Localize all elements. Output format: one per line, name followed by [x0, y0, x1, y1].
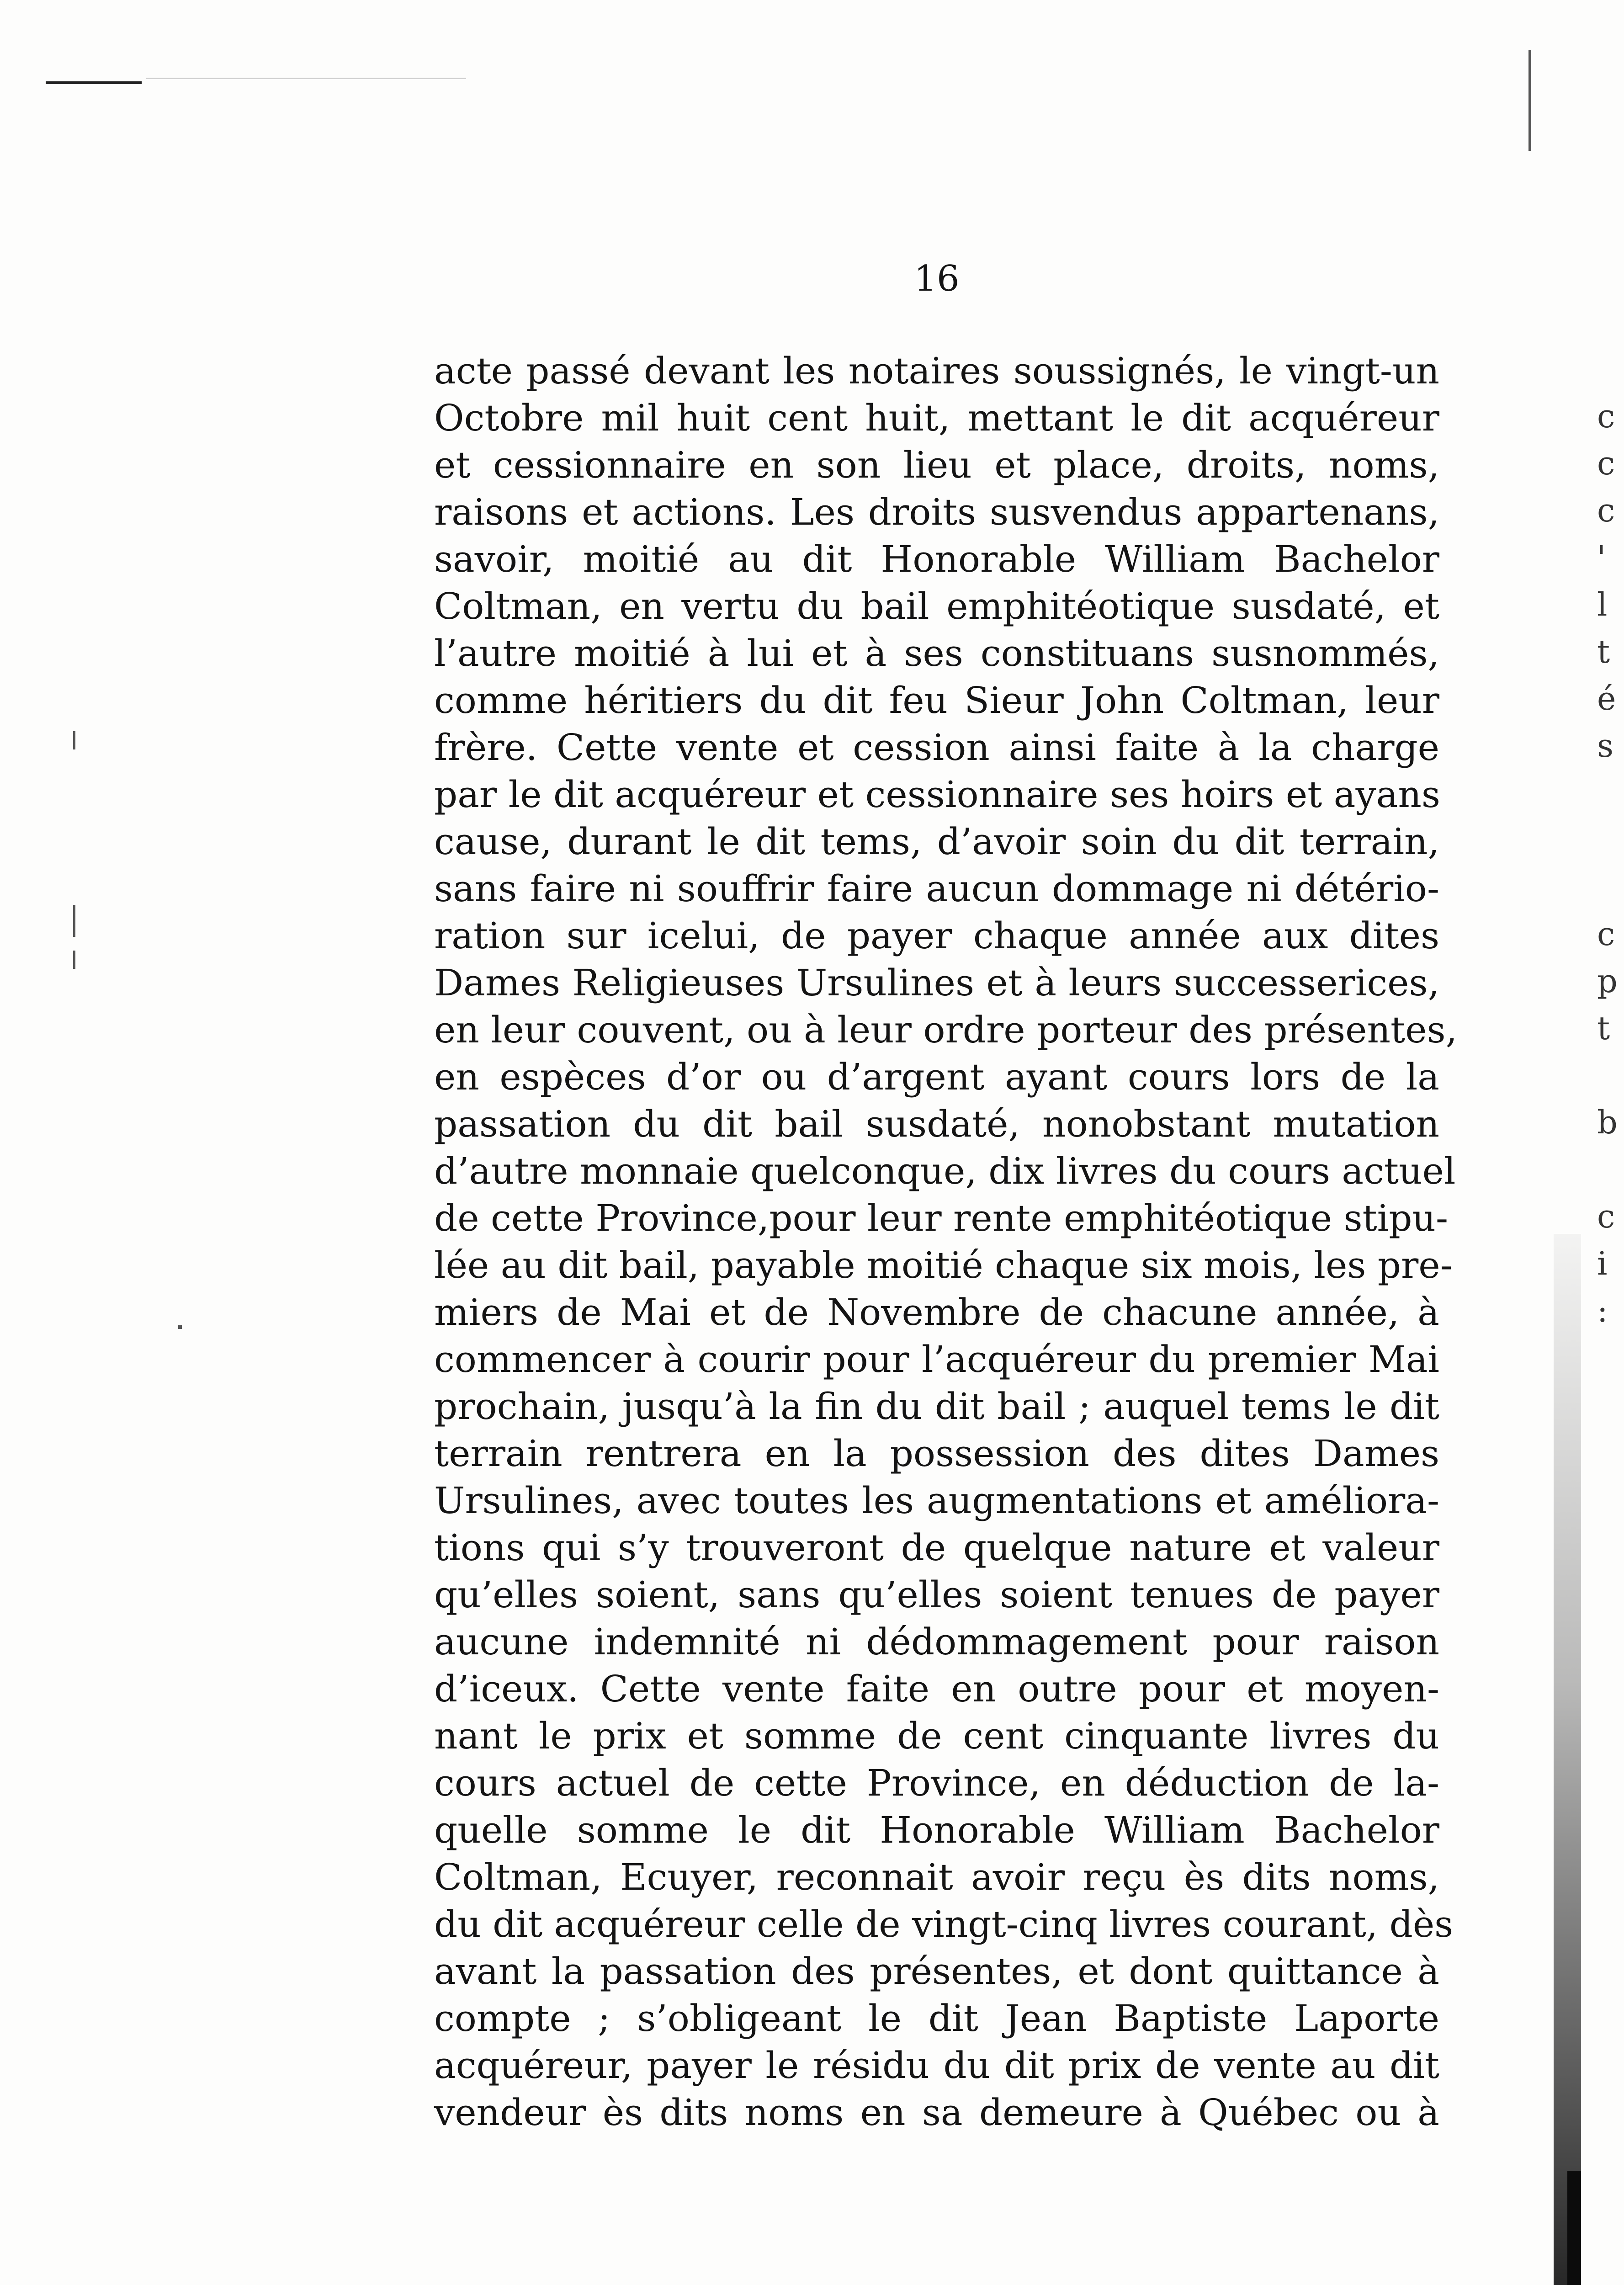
scan-speck	[73, 731, 75, 749]
margin-glyph: :	[1597, 1292, 1608, 1329]
margin-glyph: c	[1597, 445, 1615, 482]
text-line: quelle somme le dit Honorable William Bachelor	[434, 1809, 1439, 1851]
text-line: en leur couvent, ou à leur ordre porteur des présentes,	[434, 1009, 1458, 1051]
text-line: aucune indemnité ni dédommagement pour raison	[434, 1621, 1439, 1663]
margin-glyph	[1597, 1052, 1620, 1099]
text-line: Coltman, en vertu du bail emphitéotique susdaté, et	[434, 585, 1439, 627]
text-line: avant la passation des présentes, et dont quittance à	[434, 1950, 1439, 1993]
margin-glyph	[1597, 770, 1620, 817]
text-line: ration sur icelui, de payer chaque année aux dites	[434, 914, 1439, 957]
margin-glyph: é	[1597, 680, 1616, 717]
margin-glyph: t	[1597, 633, 1610, 670]
facing-page-margin	[1597, 393, 1620, 1334]
text-line: l’autre moitié à lui et à ses constituans susnommés,	[434, 632, 1439, 675]
text-line: miers de Mai et de Novembre de chacune année, à	[434, 1291, 1439, 1334]
margin-glyph: b	[1597, 1104, 1618, 1141]
text-line: cours actuel de cette Province, en déduction de la-	[434, 1762, 1439, 1804]
margin-glyph: c	[1597, 1198, 1615, 1235]
scan-edge-rule	[46, 81, 142, 84]
text-line: vendeur ès dits noms en sa demeure à Québec ou à	[434, 2091, 1439, 2134]
text-line: et cessionnaire en son lieu et place, droits, noms,	[434, 444, 1439, 486]
text-line: comme héritiers du dit feu Sieur John Coltman, leur	[434, 679, 1439, 722]
text-line: d’iceux. Cette vente faite en outre pour et moyen-	[434, 1668, 1439, 1710]
scan-speck	[73, 905, 75, 937]
text-line: sans faire ni souffrir faire aucun dommage ni détério-	[434, 867, 1439, 910]
text-line: acquéreur, payer le résidu du dit prix de vente au dit	[434, 2044, 1439, 2087]
margin-glyph: c	[1597, 915, 1615, 953]
scan-mark	[1528, 50, 1531, 151]
margin-glyph: i	[1597, 1245, 1608, 1282]
scan-speck	[178, 1325, 182, 1329]
text-line: savoir, moitié au dit Honorable William Bachelor	[434, 538, 1439, 580]
text-line: prochain, jusqu’à la fin du dit bail ; auquel tems le dit	[434, 1385, 1439, 1428]
text-line: frère. Cette vente et cession ainsi faite à la charge	[434, 726, 1439, 769]
text-line: tions qui s’y trouveront de quelque nature et valeur	[434, 1526, 1439, 1569]
text-line: de cette Province,pour leur rente emphitéotique stipu-	[434, 1197, 1449, 1239]
body-text	[434, 347, 1458, 2136]
text-line: qu’elles soient, sans qu’elles soient tenues de payer	[434, 1573, 1439, 1616]
text-line: par le dit acquéreur et cessionnaire ses hoirs et ayans	[434, 773, 1440, 816]
text-line: acte passé devant les notaires soussignés, le vingt-un	[434, 350, 1439, 392]
text-line: nant le prix et somme de cent cinquante livres du	[434, 1715, 1439, 1757]
margin-glyph: c	[1597, 492, 1615, 529]
margin-glyph: c	[1597, 398, 1615, 435]
margin-glyph: s	[1597, 727, 1613, 765]
scan-edge-shadow	[1554, 1234, 1581, 2285]
text-line: compte ; s’obligeant le dit Jean Baptiste Laporte	[434, 1997, 1439, 2040]
text-line: d’autre monnaie quelconque, dix livres du cours actuel	[434, 1150, 1456, 1192]
text-line: Dames Religieuses Ursulines et à leurs successerices,	[434, 962, 1439, 1004]
margin-glyph: t	[1597, 1010, 1610, 1047]
scan-edge-rule-faint	[146, 78, 466, 79]
margin-glyph: l	[1597, 586, 1608, 623]
text-line: passation du dit bail susdaté, nonobstant mutation	[434, 1103, 1439, 1145]
scan-speck	[73, 951, 75, 969]
margin-glyph	[1597, 1146, 1620, 1193]
text-line: commencer à courir pour l’acquéreur du premier Mai	[434, 1338, 1439, 1381]
text-line: lée au dit bail, payable moitié chaque six mois, les pre-	[434, 1244, 1453, 1286]
text-line: du dit acquéreur celle de vingt-cinq livres courant, dès	[434, 1903, 1454, 1945]
text-line: cause, durant le dit tems, d’avoir soin du dit terrain,	[434, 820, 1439, 863]
margin-glyph: '	[1597, 539, 1606, 576]
text-line: Octobre mil huit cent huit, mettant le dit acquéreur	[434, 397, 1439, 439]
margin-glyph: p	[1597, 962, 1618, 1000]
text-line: Ursulines, avec toutes les augmentations et améliora-	[434, 1479, 1439, 1522]
margin-glyph	[1597, 817, 1620, 864]
page-number: 16	[914, 258, 960, 299]
text-line: terrain rentrera en la possession des dites Dames	[434, 1432, 1439, 1475]
margin-glyph	[1597, 864, 1620, 911]
text-line: raisons et actions. Les droits susvendus appartenans,	[434, 491, 1439, 533]
text-line: en espèces d’or ou d’argent ayant cours lors de la	[434, 1056, 1439, 1098]
scan-edge-bar	[1567, 2171, 1581, 2285]
text-line: Coltman, Ecuyer, reconnait avoir reçu ès dits noms,	[434, 1856, 1439, 1898]
